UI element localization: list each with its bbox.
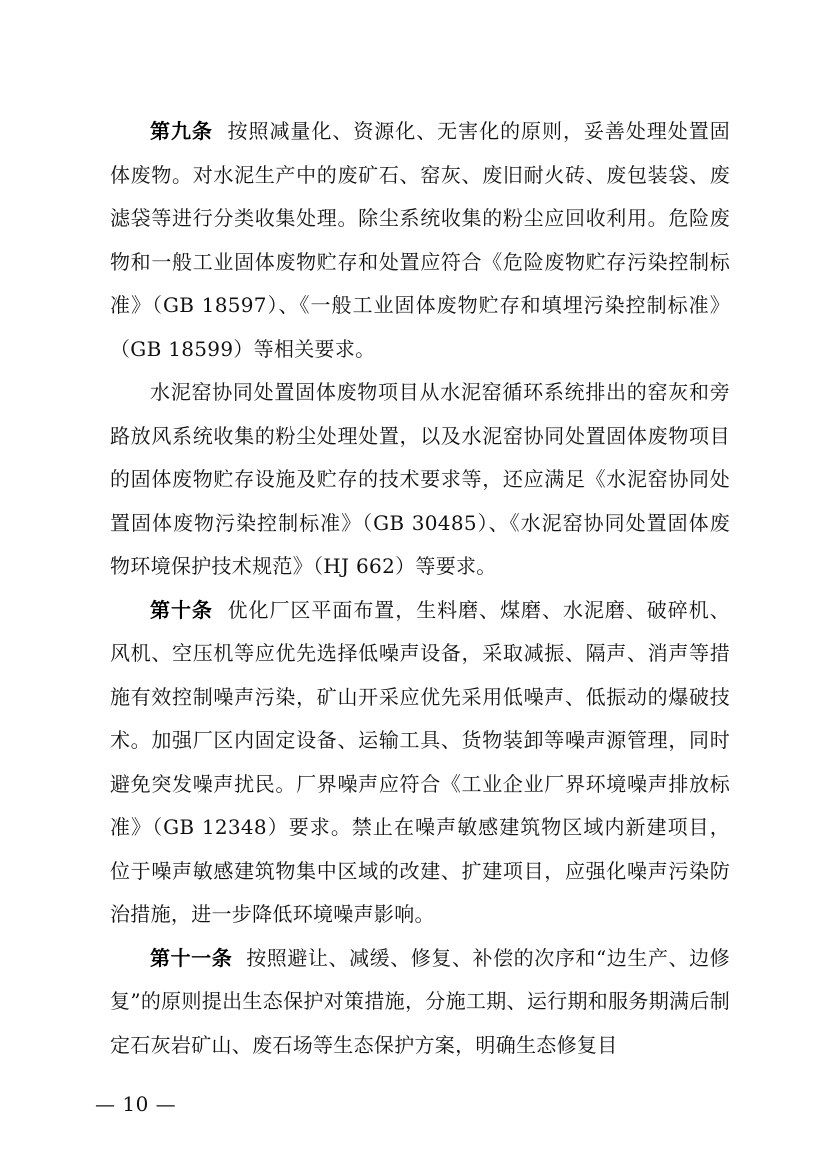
page-number: — 10 — bbox=[95, 1092, 177, 1116]
article-heading: 第十条 bbox=[150, 597, 213, 622]
paragraph-text: 水泥窑协同处置固体废物项目从水泥窑循环系统排出的窑灰和旁路放风系统收集的粉尘处理处置，以及水泥窑协同处置固体废物项目的固体废物贮存设施及贮存的技术要求等，还应满足《水泥窑协同处置固体废物污染控制标准》（GB 30485）、《水泥窑协同处置固体废物环境保护技术规范》（HJ 662）等要求。 bbox=[110, 380, 730, 578]
paragraph-text: 按照减量化、资源化、无害化的原则，妥善处理处置固体废物。对水泥生产中的废矿石、窑灰、废旧耐火砖、废包装袋、废滤袋等进行分类收集处理。除尘系统收集的粉尘应回收利用。危险废物和一般工业固体废物贮存和处置应符合《危险废物贮存污染控制标准》（GB 18597）、《一般工业固体废物贮存和填埋污染控制标准》（GB 18599）等相关要求。 bbox=[110, 119, 730, 361]
paragraph-article-10 bbox=[110, 589, 730, 937]
paragraph-article-11 bbox=[110, 937, 730, 1068]
paragraph-text: 按照避让、减缓、修复、补偿的次序和“边生产、边修复”的原则提出生态保护对策措施，分施工期、运行期和服务期满后制定石灰岩矿山、废石场等生态保护方案，明确生态修复目 bbox=[110, 945, 730, 1057]
document-body bbox=[110, 110, 730, 1067]
paragraph-text: 优化厂区平面布置，生料磨、煤磨、水泥磨、破碎机、风机、空压机等应优先选择低噪声设备，采取减振、隔声、消声等措施有效控制噪声污染，矿山开采应优先采用低噪声、低振动的爆破技术。加强厂区内固定设备、运输工具、货物装卸等噪声源管理，同时避免突发噪声扰民。厂界噪声应符合《工业企业厂界环境噪声排放标准》（GB 12348）要求。禁止在噪声敏感建筑物区域内新建项目，位于噪声敏感建筑物集中区域的改建、扩建项目，应强化噪声污染防治措施，进一步降低环境噪声影响。 bbox=[110, 597, 730, 926]
paragraph-article-9 bbox=[110, 110, 730, 371]
article-heading: 第九条 bbox=[150, 119, 213, 143]
article-heading: 第十一条 bbox=[150, 945, 233, 970]
paragraph-article-9-cont bbox=[110, 371, 730, 589]
